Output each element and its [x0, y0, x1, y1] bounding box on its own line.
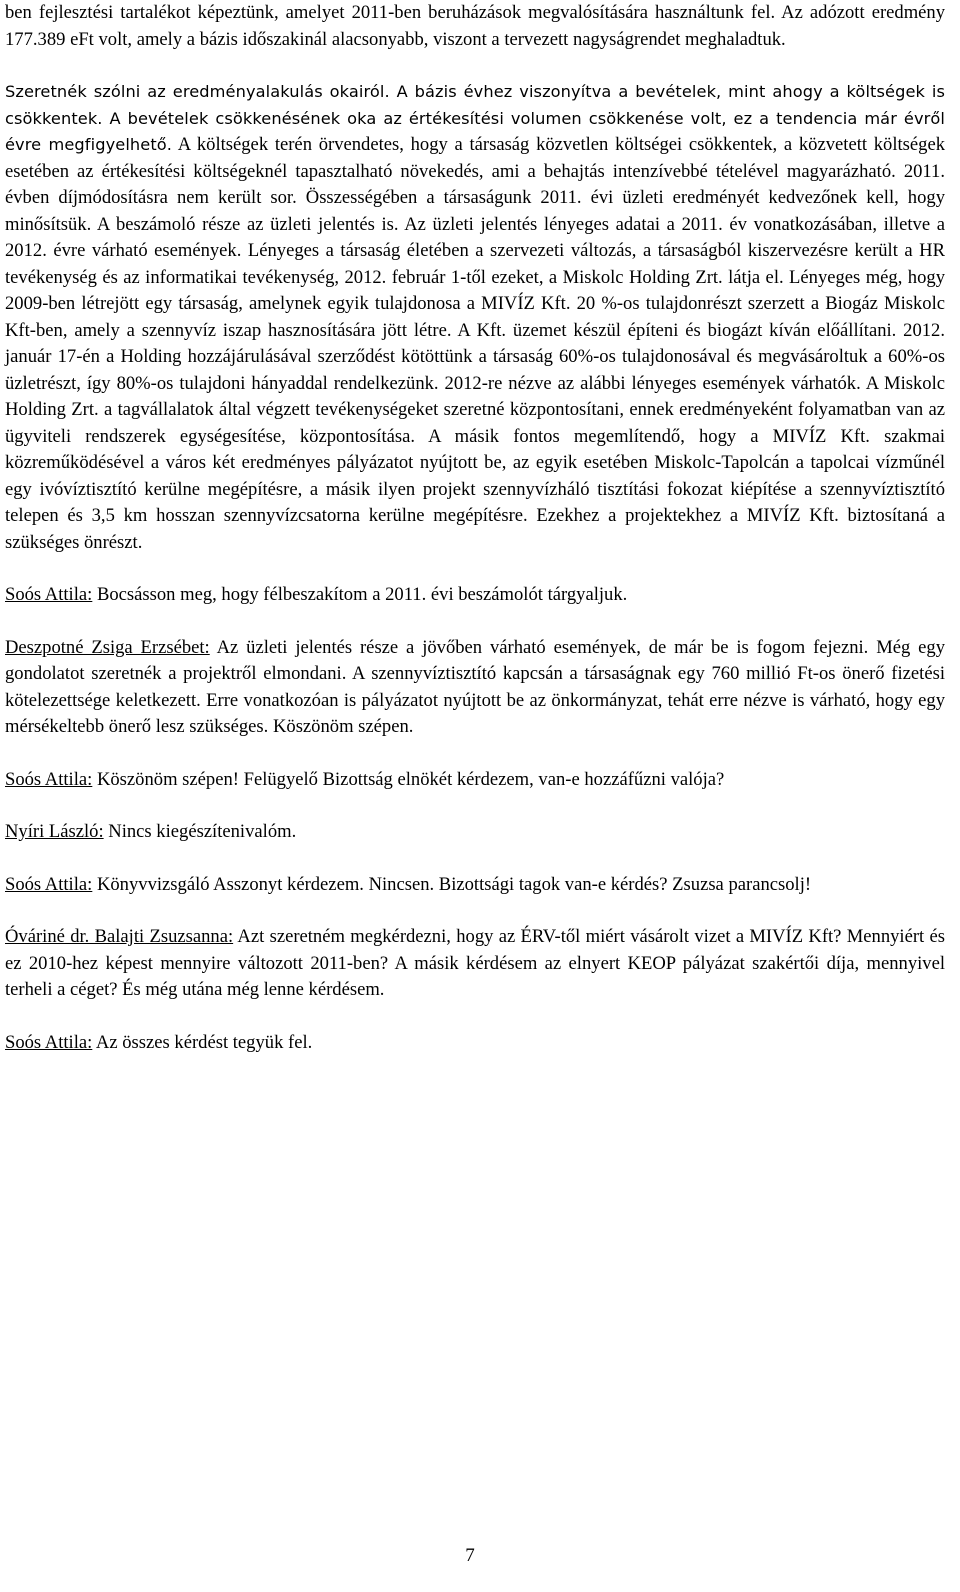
exchange-1 [5, 582, 945, 609]
speech-text: Nincs kiegészítenivalóm. [103, 821, 297, 842]
speaker-name: Soós Attila: [5, 768, 93, 790]
exchange-4 [5, 819, 945, 846]
speaker-name: Óváriné dr. Balajti Zsuzsanna: [5, 926, 234, 947]
page-number: 7 [465, 1545, 475, 1566]
speech-text: Az összes kérdést tegyük fel. [92, 1031, 313, 1053]
sans-text-segment: Szeretnék szólni az eredményalakulás okairól. A bázis évhez viszonyítva a bevételek, mint ahogy a költségek is csökkentek. A bevételek csökkenésének oka az értékesítési volumen csökkenése volt, ez a tendencia már évről évre megfigyelhető. [5, 82, 945, 154]
speaker-name: Soós Attila: [5, 584, 93, 605]
speech-text: Bocsásson meg, hogy félbeszakítom a 2011. évi beszámolót tárgyaljuk. [92, 584, 628, 605]
speech-text: Az üzleti jelentés része a jövőben várható események, de már be is fogom fejezni. Még egy gondolatot szeretnék a projektről elmondani. A szennyvíztisztító kapcsán a társaságnak egy 760 millió Ft-os önerő fizetési kötelezettsége keletkezett. Erre vonatkozóan is pályázatot nyújtott be az önkormányzat, tehát erre nézve is várható, hogy egy mérsékeltebb önerő lesz szükséges. Köszönöm szépen. [5, 636, 946, 737]
speech-text: Köszönöm szépen! Felügyelő Bizottság elnökét kérdezem, van-e hozzáfűzni valója? [92, 768, 725, 790]
exchange-5 [5, 872, 945, 899]
exchange-6 [5, 924, 945, 1004]
speaker-name: Nyíri László: [5, 821, 104, 842]
speech-text: Azt szeretném megkérdezni, hogy az ÉRV-től miért vásárolt vizet a MIVÍZ Kft? Mennyiért és ez 2010-hez képest mennyire változott 2011-ben? A másik kérdésem az elnyert KEOP pályázat szakértői díja, mennyivel terheli a céget? És még utána még lenne kérdésem. [5, 926, 945, 1000]
paragraph-presentation [5, 79, 945, 556]
serif-text-segment: A költségek terén örvendetes, hogy a társaság közvetlen költségei csökkentek, a közvetett költségek esetében az értékesítési költségeknél tapasztalható növekedés, ami a behajtás intenzívebbé tételével magyarázható. 2011. évben díjmódosításra nem került sor. Összességében a társaságunk 2011. évi üzleti eredményét kedvezőnek kell, hogy minősítsük. A beszámoló része az üzleti jelentés is. Az üzleti jelentés lényeges adatai a 2011. év vonatkozásában, illetve a 2012. évre várható események. Lényeges a társaság életében a szervezeti változás, a társaságból kiszervezésre került a HR tevékenység és az informatikai tevékenység, 2012. február 1-től ezeket, a Miskolc Holding Zrt. látja el. Lényeges még, hogy 2009-ben létrejött egy társaság, amelynek egyik tulajdonosa a MIVÍZ Kft. 20 %-os tulajdonrészt szerzett a Biogáz Miskolc Kft-ben, amely a szennyvíz iszap hasznosítására jött létre. A Kft. üzemet készül építeni és biogázt kíván előállítani. 2012. január 17-én a Holding hozzájárulásával szerződést kötöttünk a társaság 60%-os tulajdonosával és megvásároltuk a 60%-os üzletrészt, így 80%-os tulajdoni hányaddal rendelkezünk. 2012-re nézve az alábbi lényeges események várhatók. A Miskolc Holding Zrt. a tagvállalatok által végzett tevékenységeket szeretné központosítani, ennek eredményeként folyamatban van az ügyviteli rendszerek egységesítése, központosítása. A másik fontos megemlítendő, hogy a MIVÍZ Kft. szakmai közreműködésével a város két eredményes pályázatot nyújtott be, az egyik esetében Miskolc-Tapolcán a tapolcai vízműnél egy ivóvíztisztító kerülne megépítésre, a másik ilyen projekt szennyvízháló tisztítási fokozat kiépítése a szennyvíztisztító telepen és 3,5 km hosszan szennyvízcsatorna kerülne megépítésre. Ezekhez a projektekhez a MIVÍZ Kft. biztosítaná a szükséges önrészt. [5, 134, 946, 553]
speaker-name: Soós Attila: [5, 873, 93, 895]
speech-text: Könyvvizsgáló Asszonyt kérdezem. Nincsen. Bizottsági tagok van-e kérdés? Zsuzsa parancsolj! [92, 873, 812, 895]
exchange-3 [5, 767, 945, 794]
exchange-2 [5, 635, 945, 741]
speaker-name: Soós Attila: [5, 1031, 93, 1053]
paragraph-financial-result: ben fejlesztési tartalékot képeztünk, amelyet 2011-ben beruházások megvalósítására használtunk fel. Az adózott eredmény 177.389 eFt volt, amely a bázis időszakinál alacsonyabb, viszont a tervezett nagyságrendet meghaladtuk. [5, 2, 945, 50]
speaker-name: Deszpotné Zsiga Erzsébet: [5, 636, 210, 658]
document-page [5, 0, 945, 1056]
exchange-7 [5, 1030, 945, 1057]
